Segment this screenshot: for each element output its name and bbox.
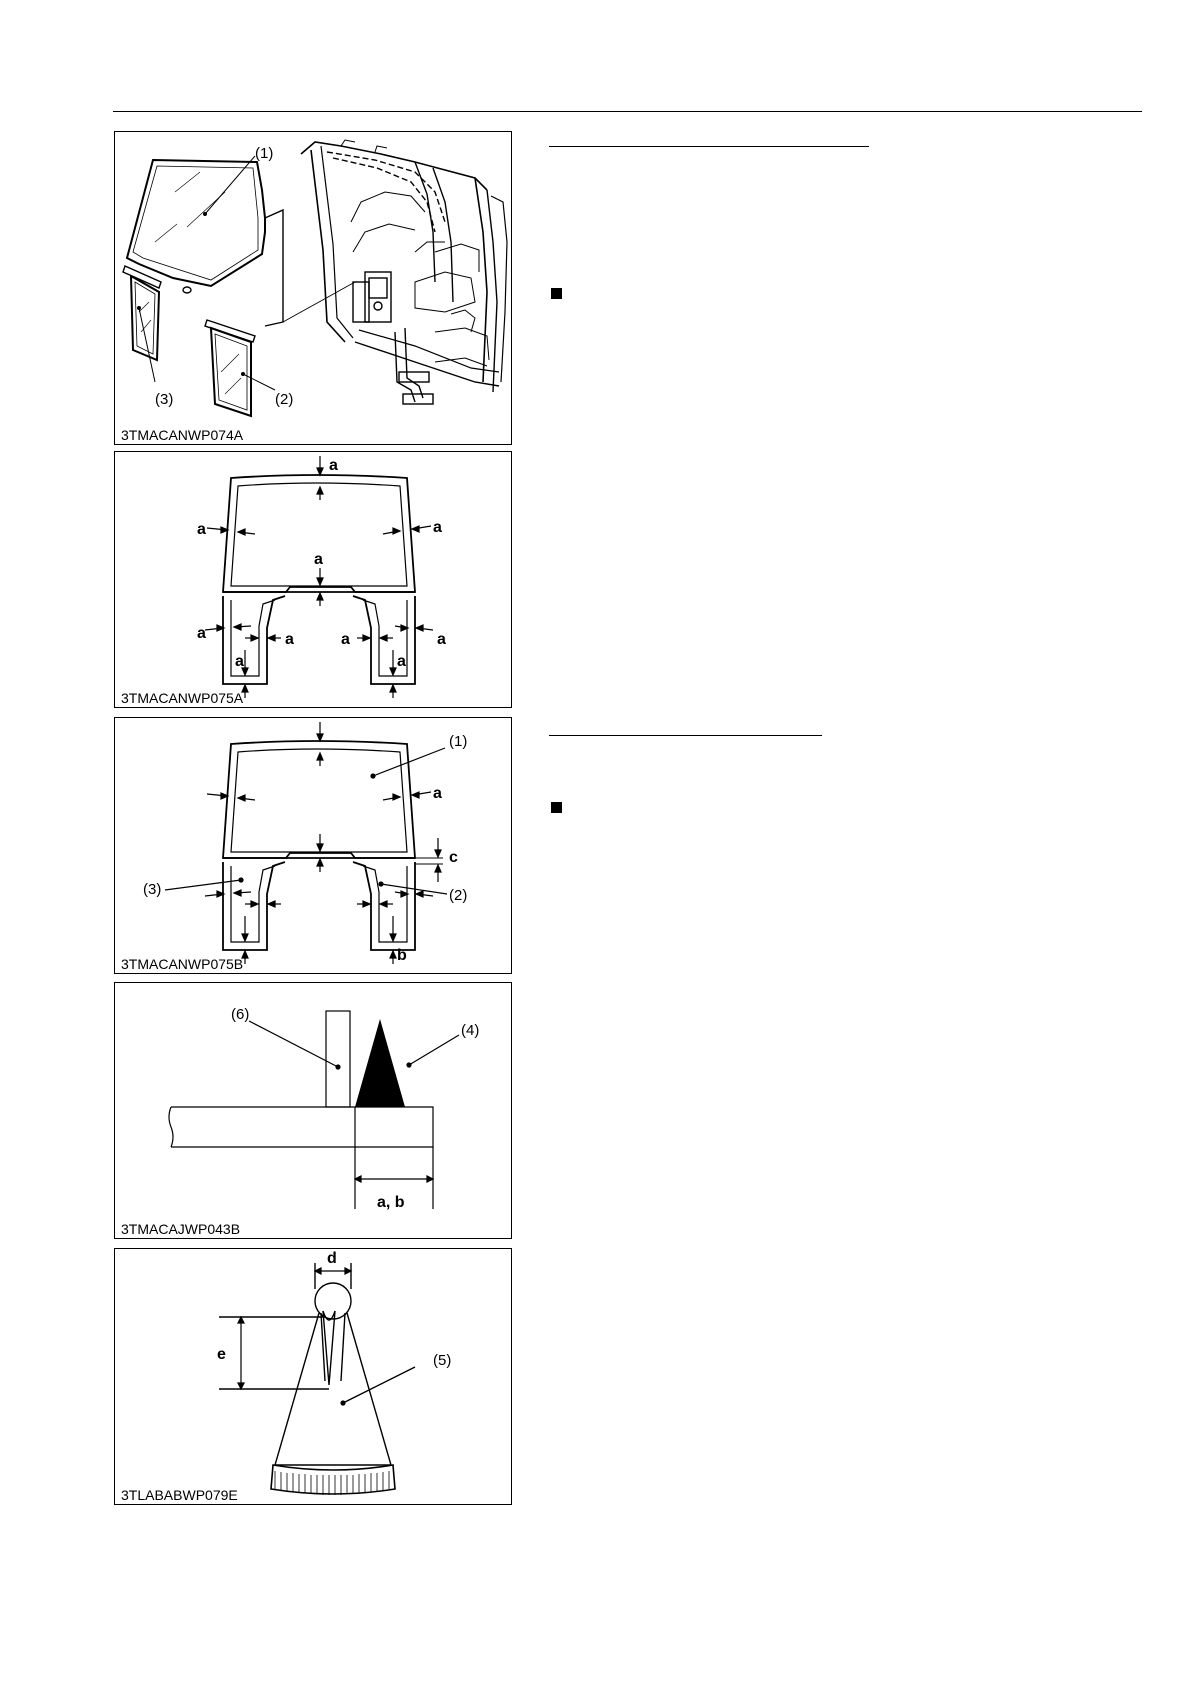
figure-code: 3TLABABWP079E bbox=[121, 1487, 238, 1503]
sealant-width-diagram bbox=[115, 452, 512, 708]
dim-a-lower-left-outer: a bbox=[197, 625, 206, 642]
door-glass-illustration bbox=[115, 132, 512, 445]
dim-a-center: a bbox=[314, 551, 323, 568]
callout-2: (2) bbox=[449, 887, 468, 904]
figure-sealant-dimensions bbox=[114, 717, 512, 974]
callout-6: (6) bbox=[231, 1006, 250, 1023]
dim-a-lower-right-outer: a bbox=[437, 631, 446, 648]
bullet-square-1 bbox=[551, 288, 562, 299]
dim-a-top: a bbox=[329, 457, 338, 474]
header-rule bbox=[113, 111, 1142, 112]
callout-3: (3) bbox=[155, 391, 174, 408]
dim-c: c bbox=[449, 849, 458, 866]
figure-sealant-nozzle bbox=[114, 1248, 512, 1505]
sealant-dimensions-diagram bbox=[115, 718, 512, 974]
figure-door-glass-removal bbox=[114, 131, 512, 445]
dim-a-lower-left-inner: a bbox=[285, 631, 294, 648]
figure-code: 3TMACANWP075B bbox=[121, 956, 244, 972]
sealant-nozzle-diagram bbox=[115, 1249, 512, 1505]
dim-a: a bbox=[433, 785, 442, 802]
section-rule-1 bbox=[549, 146, 869, 147]
callout-5: (5) bbox=[433, 1352, 452, 1369]
dim-e: e bbox=[217, 1346, 226, 1363]
dim-a-left: a bbox=[197, 521, 206, 538]
callout-4: (4) bbox=[461, 1022, 480, 1039]
callout-3: (3) bbox=[143, 881, 162, 898]
figure-code: 3TMACANWP074A bbox=[121, 427, 244, 443]
dim-a-b: a, b bbox=[377, 1194, 405, 1211]
figure-code: 3TMACAJWP043B bbox=[121, 1221, 241, 1237]
section-rule-2 bbox=[549, 735, 822, 736]
dim-a-right: a bbox=[433, 519, 442, 536]
dim-a-bottom-right: a bbox=[397, 653, 406, 670]
figure-sealant-bead bbox=[114, 982, 512, 1239]
sealant-bead-diagram bbox=[115, 983, 512, 1239]
dim-d: d bbox=[327, 1250, 337, 1267]
dim-a-bottom-left: a bbox=[235, 653, 244, 670]
dim-a-lower-right-inner: a bbox=[341, 631, 350, 648]
bullet-square-2 bbox=[551, 802, 562, 813]
callout-1: (1) bbox=[255, 145, 274, 162]
callout-1: (1) bbox=[449, 733, 468, 750]
dim-b: b bbox=[397, 947, 407, 964]
callout-2: (2) bbox=[275, 391, 294, 408]
figure-sealant-width bbox=[114, 451, 512, 708]
figure-code: 3TMACANWP075A bbox=[121, 690, 244, 706]
